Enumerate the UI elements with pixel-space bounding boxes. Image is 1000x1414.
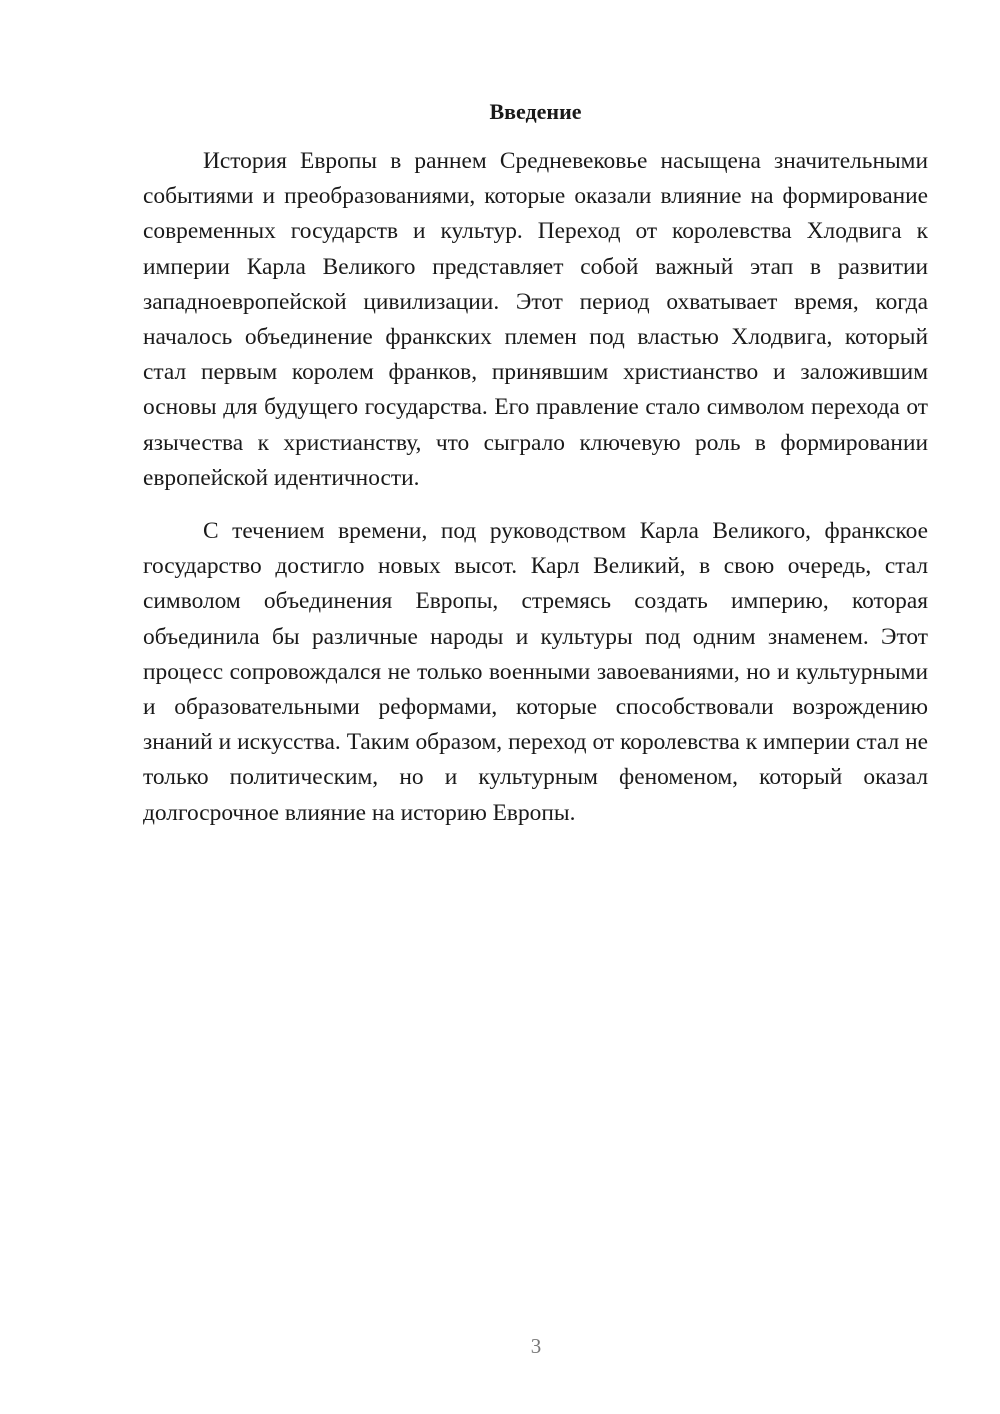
paragraph-2: С течением времени, под руководством Карла Великого, франкское государство достигло новых высот. Карл Великий, в свою очередь, стал символом объединения Европы, стремясь создать империю, которая объединила бы различные народы и культуры под одним знаменем. Этот процесс сопровождался не только военными завоеваниями, но и культурными и образовательными реформами, которые способствовали возрождению знаний и искусства. Таким образом, переход от королевства к империи стал не только политическим, но и культурным феноменом, который оказал долгосрочное влияние на историю Европы. [143,518,928,826]
page-number: 3 [530,1334,542,1358]
paragraph-1: История Европы в раннем Средневековье насыщена значительными событиями и преобразованиями, которые оказали влияние на формирование современных государств и культур. Переход от королевства Хлодвига к империи Карла Великого представляет собой важный этап в развитии западноевропейской цивилизации. Этот период охватывает время, когда началось объединение франкских племен под властью Хлодвига, который стал первым королем франков, принявшим христианство и заложившим основы для будущего государства. Его правление стало символом перехода от язычества к христианству, что сыграло ключевую роль в формировании европейской идентичности. [143,148,928,491]
section-title: Введение [489,99,582,124]
page-content [143,96,928,831]
